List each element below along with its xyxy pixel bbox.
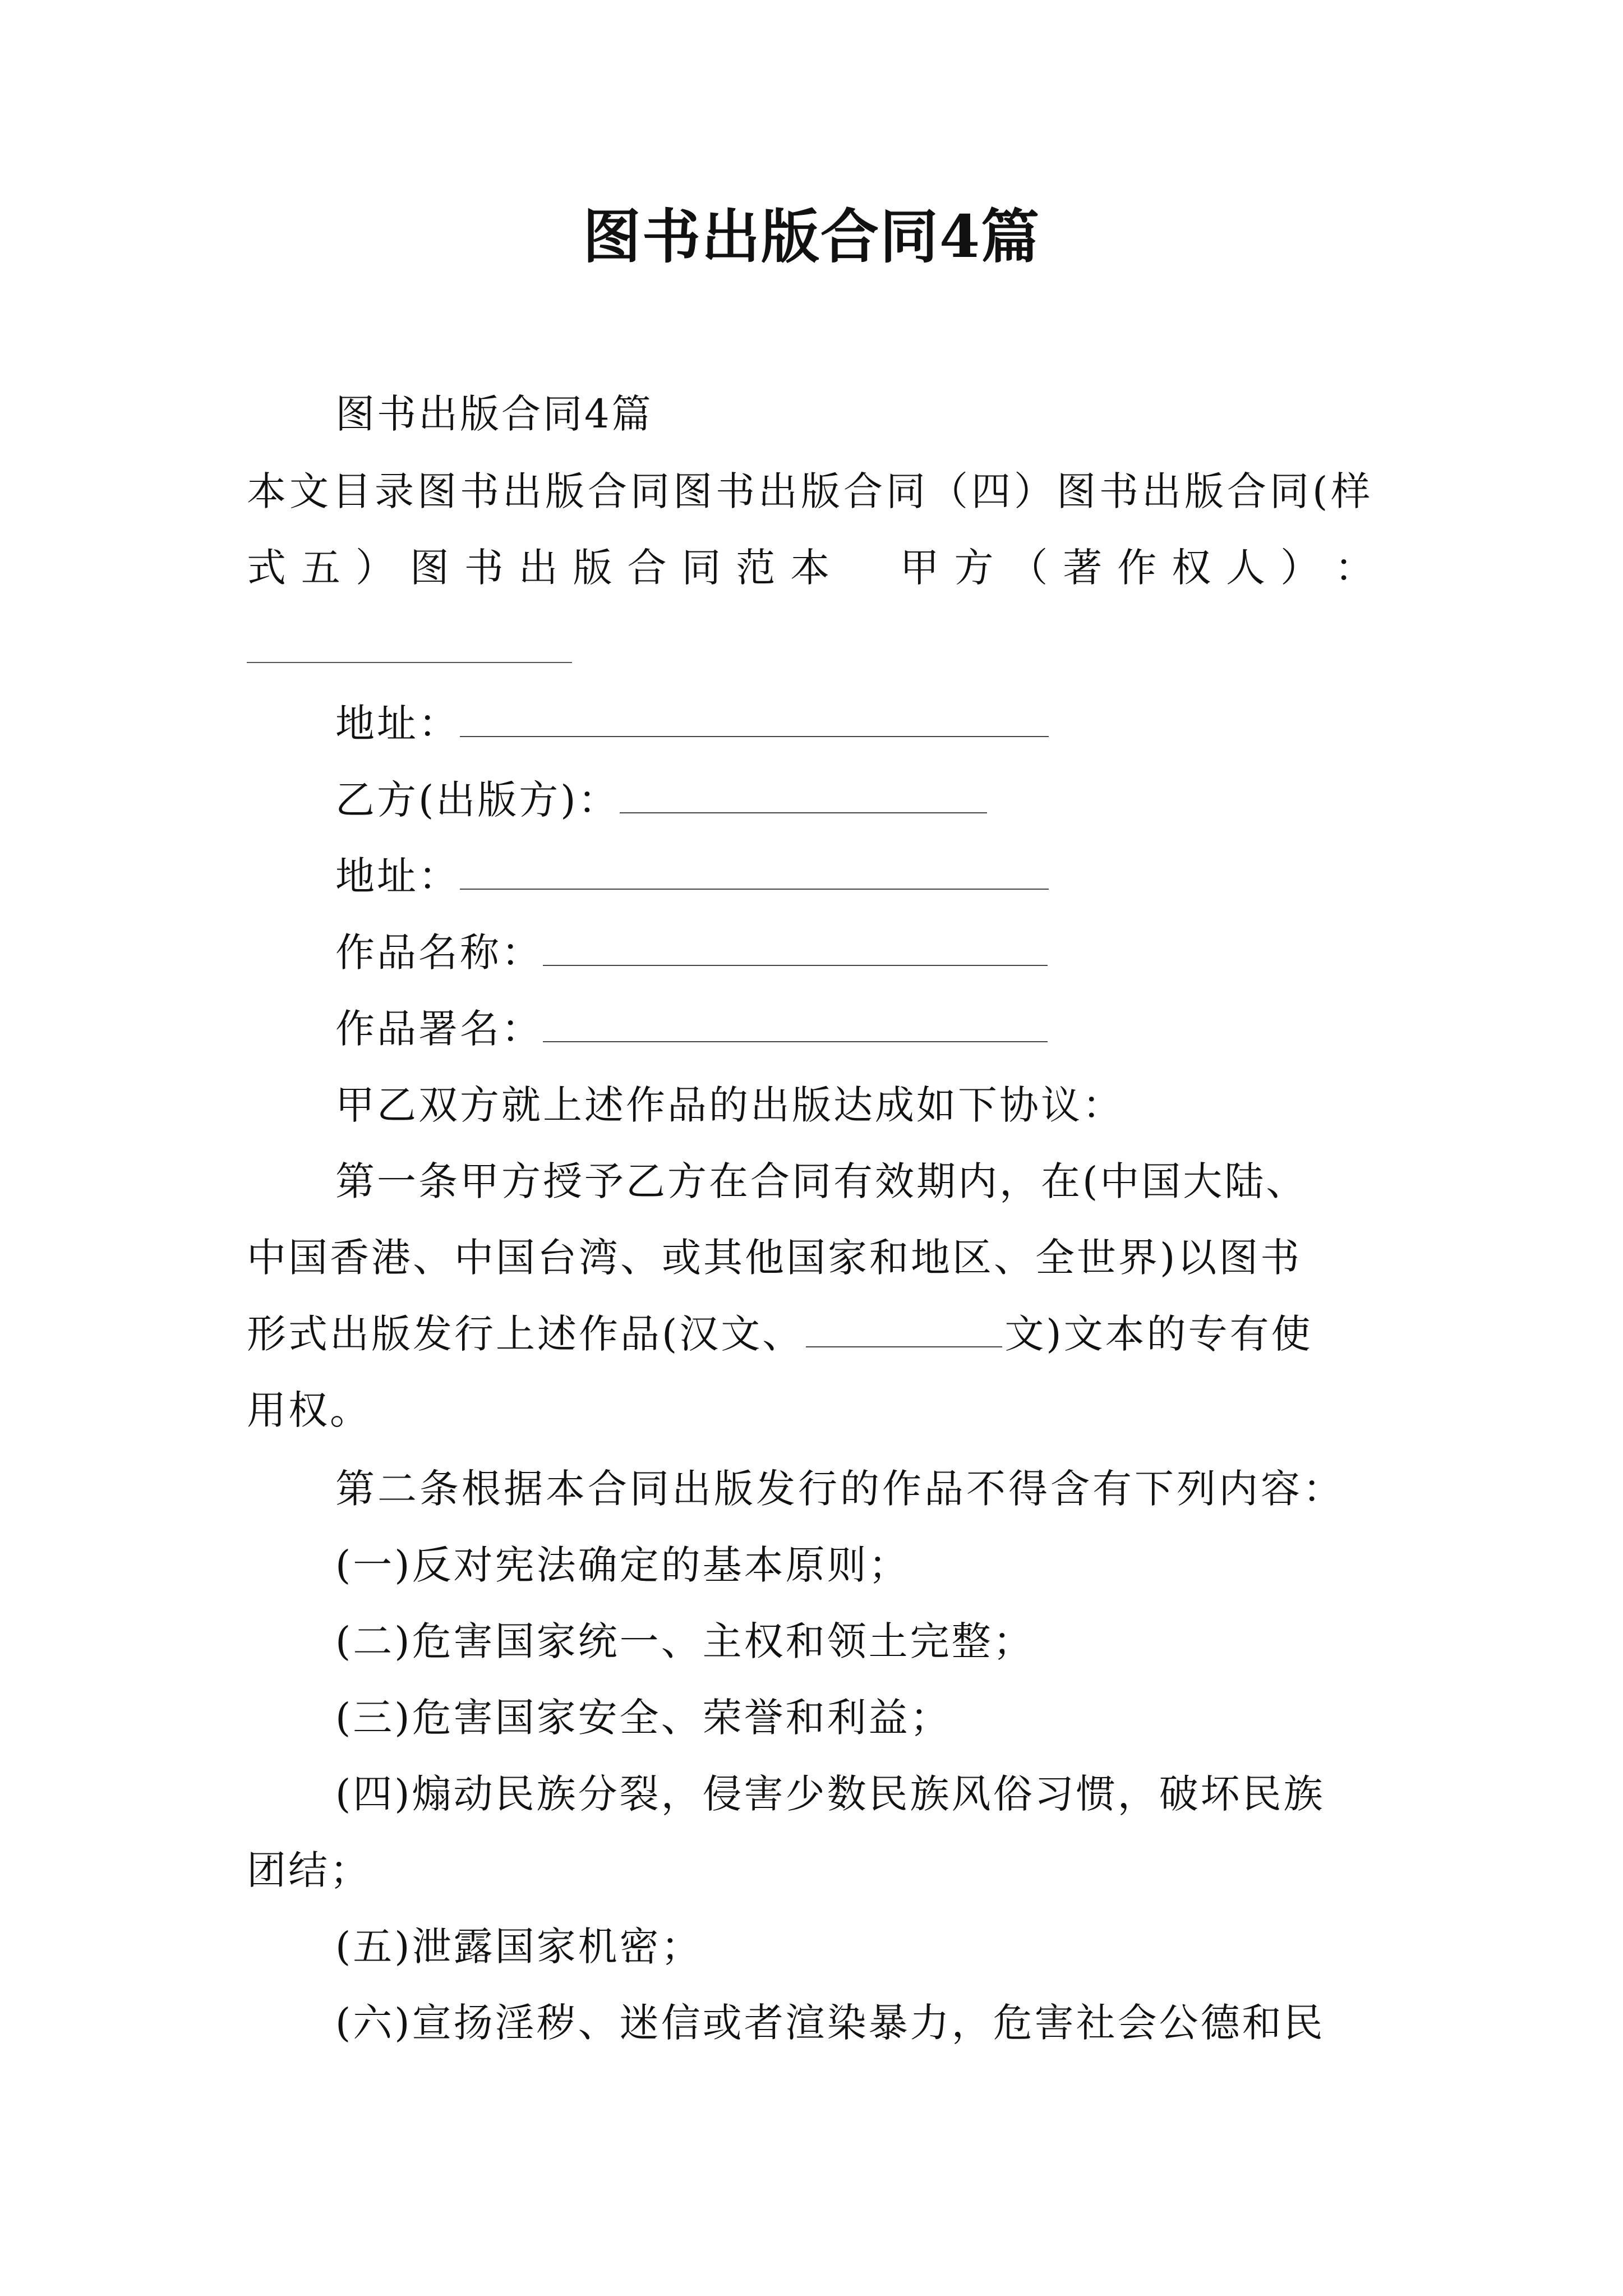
- toc-char: 式: [247, 545, 286, 591]
- article1-line3: [247, 1306, 1313, 1362]
- toc-char: 范: [736, 545, 776, 591]
- article2-item4-line1: (四)煽动民族分裂，侵害少数民族风俗习惯，破坏民族: [335, 1771, 1325, 1817]
- toc-char: 作: [1117, 545, 1157, 591]
- toc-char: 同: [681, 545, 721, 591]
- field-work-name: [335, 924, 1048, 981]
- author-name-blank: [247, 662, 572, 663]
- article2-line1: 第二条根据本合同出版发行的作品不得含有下列内容：: [335, 1466, 1345, 1512]
- field-yi-party: [335, 772, 987, 828]
- toc-char: 甲: [900, 545, 939, 591]
- field-label: 地址：: [335, 853, 460, 899]
- article1-line2: 中国香港、中国台湾、或其他国家和地区、全世界)以图书: [247, 1235, 1302, 1281]
- document-title: 图书出版合同4篇: [582, 202, 1041, 271]
- toc-char: （: [1008, 545, 1048, 591]
- field-label: 地址：: [335, 701, 460, 747]
- field-blank: [460, 855, 1049, 890]
- article2-item3: (三)危害国家安全、荣誉和利益；: [335, 1695, 952, 1741]
- article1-line3-after: 文)文本的专有使: [1004, 1311, 1313, 1357]
- toc-char: ）: [1280, 545, 1320, 591]
- toc-char: 出: [518, 545, 558, 591]
- toc-char: 合: [627, 545, 667, 591]
- article1-line3-before: 形式出版发行上述作品(汉文、: [247, 1311, 804, 1357]
- field-blank: [543, 931, 1048, 966]
- language-blank: [806, 1313, 1002, 1347]
- toc-char: 五: [301, 545, 340, 591]
- toc-char: ：: [1334, 545, 1374, 591]
- toc-char: 权: [1172, 545, 1211, 591]
- toc-char: [872, 540, 884, 596]
- toc-char: 版: [573, 545, 612, 591]
- field-label: 作品署名：: [335, 1006, 543, 1052]
- toc-char: 本: [790, 545, 830, 591]
- toc-char: [845, 540, 857, 596]
- article1-line4: 用权。: [247, 1387, 371, 1433]
- toc-char: 书: [464, 545, 504, 591]
- article1-line1: 第一条甲方授予乙方在合同有效期内，在(中国大陆、: [335, 1158, 1308, 1204]
- field-jia-address: [335, 696, 1049, 752]
- field-blank: [460, 702, 1049, 737]
- article2-item4-line2: 团结；: [247, 1847, 371, 1893]
- field-label: 作品名称：: [335, 930, 543, 976]
- article2-item5: (五)泄露国家机密；: [335, 1924, 703, 1970]
- article2-item2: (二)危害国家统一、主权和领土完整；: [335, 1618, 1035, 1664]
- field-blank: [543, 1007, 1048, 1042]
- toc-line-2: [247, 540, 1374, 596]
- toc-char: 著: [1063, 545, 1103, 591]
- subtitle: 图书出版合同4篇: [335, 391, 653, 437]
- toc-char: ）: [355, 545, 395, 591]
- field-work-signature: [335, 1001, 1048, 1057]
- toc-char: 图: [409, 545, 449, 591]
- field-blank: [620, 779, 987, 813]
- intro-text: 甲乙双方就上述作品的出版达成如下协议：: [335, 1082, 1124, 1128]
- article2-item6: (六)宣扬淫秽、迷信或者渲染暴力，危害社会公德和民: [335, 2000, 1325, 2046]
- field-label: 乙方(出版方)：: [335, 777, 620, 823]
- toc-char: 人: [1226, 545, 1266, 591]
- field-yi-address: [335, 848, 1049, 904]
- toc-line-1: 本文目录图书出版合同图书出版合同（四）图书出版合同(样: [247, 468, 1374, 514]
- toc-char: 方: [954, 545, 994, 591]
- article2-item1: (一)反对宪法确定的基本原则；: [335, 1542, 910, 1588]
